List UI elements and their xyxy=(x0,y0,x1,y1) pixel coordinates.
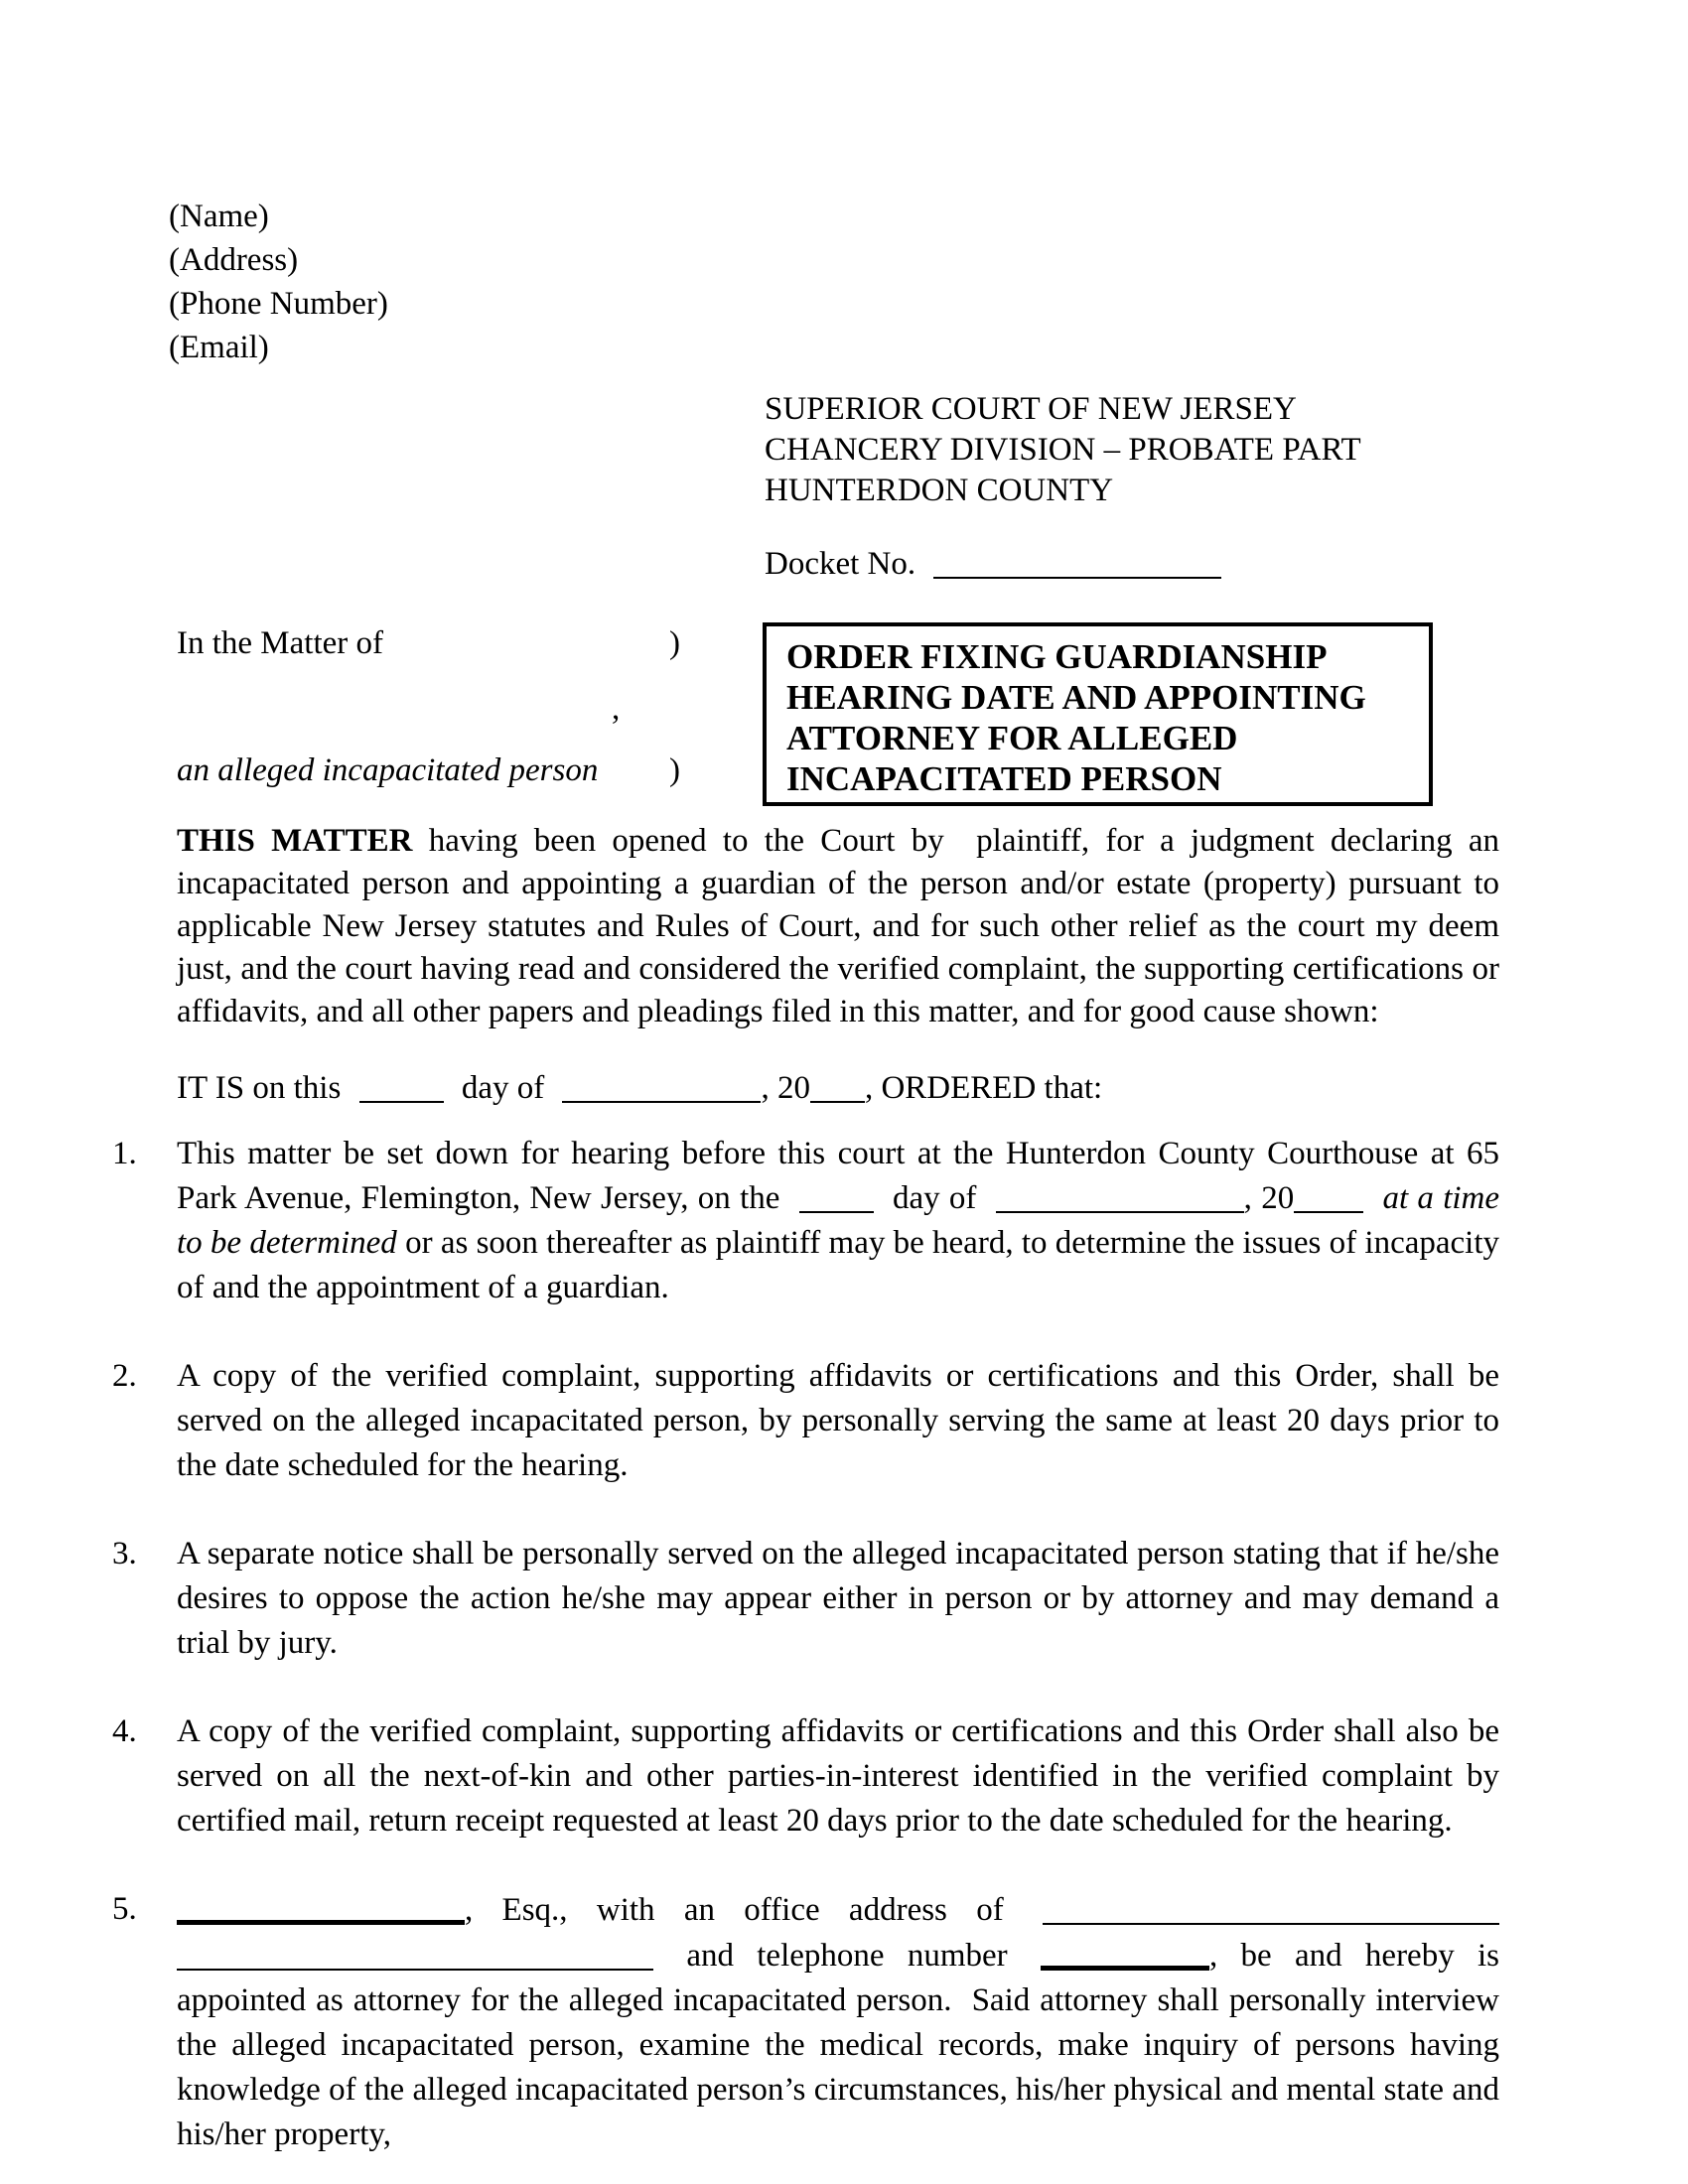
item-number: 4. xyxy=(112,1713,137,1749)
list-item-1 xyxy=(112,1132,1499,1310)
order-title-line: ATTORNEY FOR ALLEGED xyxy=(786,719,1238,757)
hearing-month-blank[interactable] xyxy=(996,1178,1244,1213)
opening-paragraph xyxy=(177,820,1499,1033)
opening-lead: THIS MATTER xyxy=(177,823,413,859)
list-item-5 xyxy=(112,1887,1499,2157)
caption-party-descriptor: an alleged incapacitated person xyxy=(177,752,599,788)
court-name: SUPERIOR COURT OF NEW JERSEY xyxy=(765,391,1297,427)
docket-line xyxy=(765,544,1221,583)
list-item-4 xyxy=(112,1709,1499,1843)
ordered-line-text: , ORDERED that: xyxy=(864,1070,1103,1106)
item-text: day of xyxy=(892,1180,977,1216)
item-text: A copy of the verified complaint, supporting affidavits or certifications and this Order shall also be served on all the next-of-kin and other parties-in-interest identified in the verified complaint by certified mail, return receipt requested at least 20 days prior to the date scheduled for the hearing. xyxy=(177,1713,1499,1839)
filer-address-placeholder: (Address) xyxy=(169,242,299,278)
order-title-line: ORDER FIXING GUARDIANSHIP xyxy=(786,637,1328,676)
order-month-blank[interactable] xyxy=(562,1068,761,1103)
item-text: or as soon thereafter as plaintiff may be heard, to determine the issues of incapacity of and the appointment of a guardian. xyxy=(177,1225,1499,1305)
ordered-line-text: IT IS on this xyxy=(177,1070,342,1106)
list-item-3 xyxy=(112,1532,1499,1666)
office-address-blank-2[interactable] xyxy=(177,1936,653,1971)
order-title-box xyxy=(763,622,1433,806)
order-day-blank[interactable] xyxy=(359,1068,444,1103)
caption-name-comma: , xyxy=(612,691,621,727)
court-county: HUNTERDON COUNTY xyxy=(765,473,1114,508)
telephone-number-blank[interactable] xyxy=(1041,1933,1209,1971)
ordered-items-list xyxy=(112,1132,1499,2184)
item-text: A separate notice shall be personally served on the alleged incapacitated person stating that if he/she desires to oppose the action he/she may appear either in person or by attorney and may demand a trial by jury. xyxy=(177,1536,1499,1661)
court-header xyxy=(765,389,1361,511)
item-number: 3. xyxy=(112,1536,137,1571)
ordered-line-text: day of xyxy=(461,1070,545,1106)
filer-email-placeholder: (Email) xyxy=(169,330,269,365)
item-text: This matter be set down for hearing before this court at the Hunterdon County Courthouse at 65 Park Avenue, Flemington, New Jersey, on the xyxy=(177,1136,1499,1216)
list-item-2 xyxy=(112,1354,1499,1488)
item-text: A copy of the verified complaint, supporting affidavits or certifications and this Order, shall be served on the alleged incapacitated person, by personally serving the same at least 20 days prior to the date scheduled for the hearing. xyxy=(177,1358,1499,1483)
court-division: CHANCERY DIVISION – PROBATE PART xyxy=(765,432,1361,468)
ordered-line-text: , 20 xyxy=(761,1070,810,1106)
filer-contact-block xyxy=(169,195,388,369)
attorney-name-blank[interactable] xyxy=(177,1887,465,1925)
order-year-blank[interactable] xyxy=(810,1068,865,1103)
docket-number-blank[interactable] xyxy=(933,544,1221,579)
filer-phone-placeholder: (Phone Number) xyxy=(169,286,388,322)
caption-matter-label: In the Matter of xyxy=(177,625,384,661)
item-text: , 20 xyxy=(1243,1180,1295,1216)
order-title-line: INCAPACITATED PERSON xyxy=(786,759,1222,798)
order-title-line: HEARING DATE AND APPOINTING xyxy=(786,678,1366,717)
item-text: and telephone number xyxy=(686,1938,1008,1974)
item-number: 2. xyxy=(112,1358,137,1394)
filer-name-placeholder: (Name) xyxy=(169,199,269,234)
ordered-line xyxy=(177,1068,1102,1107)
hearing-day-blank[interactable] xyxy=(799,1178,874,1213)
caption-paren-bottom: ) xyxy=(669,752,680,788)
item-text: , be and hereby is appointed as attorney for the alleged incapacitated person. Said attorney shall personally interview the alleged incapacitated person, examine the medical records, make inquiry of persons having knowledge of the alleged incapacitated person’s circumstances, his/her physical and mental state and his/her property, xyxy=(177,1938,1500,2152)
opening-body: having been opened to the Court by plaintiff, for a judgment declaring an incapacitated person and appointing a guardian of the person and/or estate (property) pursuant to applicable New Jersey statutes and Rules of Court, and for such other relief as the court my deem just, and the court having read and considered the verified complaint, the supporting certifications or affidavits, and all other papers and pleadings filed in this matter, and for good cause shown: xyxy=(177,823,1499,1029)
item-text: , Esq., with an office address of xyxy=(465,1892,1004,1928)
caption-paren-top: ) xyxy=(669,625,680,661)
docket-label: Docket No. xyxy=(765,546,916,582)
item-number: 5. xyxy=(112,1891,137,1927)
item-number: 1. xyxy=(112,1136,137,1171)
item-text-italic: at a time to be determined xyxy=(177,1180,1500,1261)
hearing-year-blank[interactable] xyxy=(1294,1178,1363,1213)
office-address-blank-1[interactable] xyxy=(1043,1890,1499,1925)
